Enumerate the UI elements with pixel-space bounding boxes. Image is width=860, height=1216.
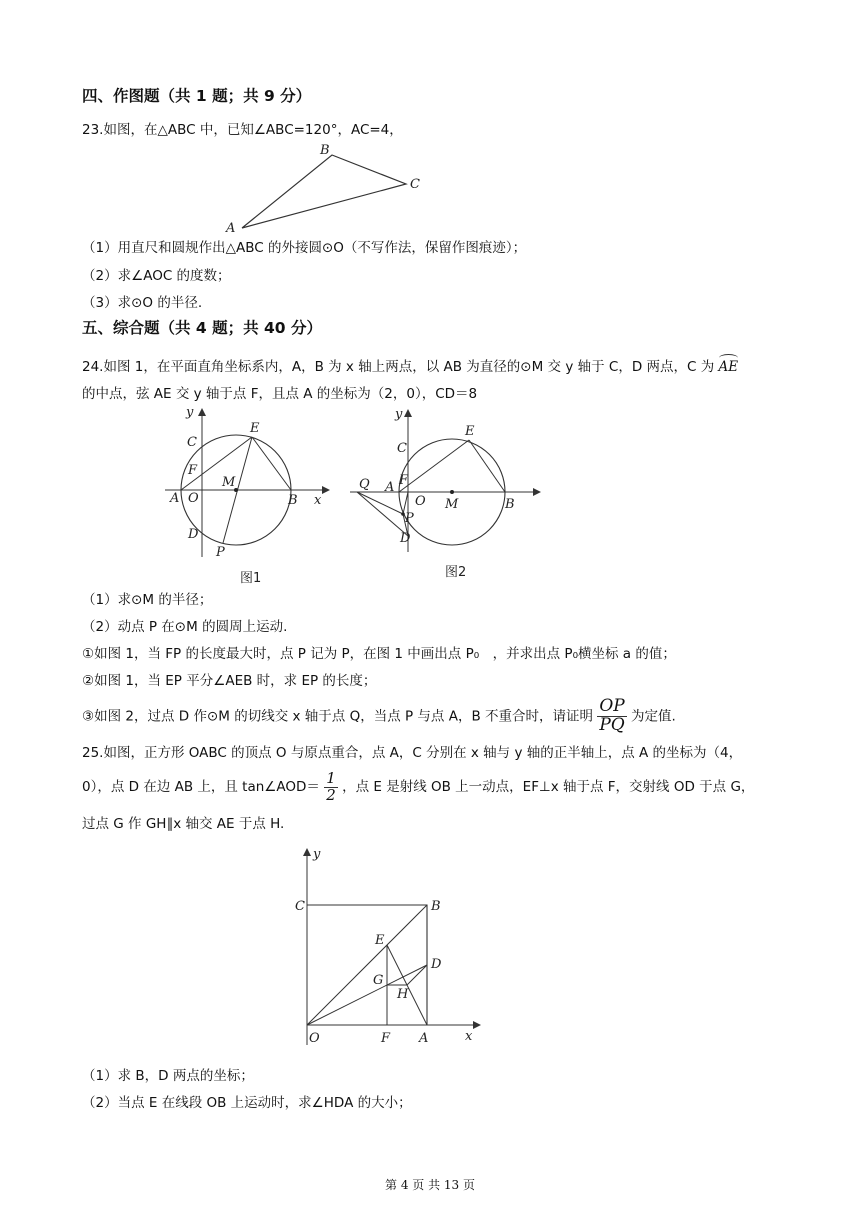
q25-label-h: H [397,987,409,1002]
q23-part2: （2）求∠AOC 的度数； [82,268,231,284]
q25-line3: 过点 G 作 GH∥x 轴交 AE 于点 H. [82,816,285,832]
fig2-label-y: y [395,407,403,422]
q25-part1: （1）求 B，D 两点的坐标； [82,1068,254,1084]
q24-sub3-a: ③如图 2，过点 D 作⊙M 的切线交 x 轴于点 Q，当点 P 与点 A，B 不重合时，请证明 [82,708,594,725]
fig2-label-q: Q [359,477,370,492]
q24-sub3-b: 为定值. [631,708,676,725]
q25-line2-a: 0），点 D 在边 AB 上，且 tan∠AOD＝ [82,779,320,795]
q24-figure-2 [345,402,550,582]
fig2-label-f: F [399,473,409,488]
fig2-label-c: C [397,441,407,456]
fig2-label-a: A [385,480,395,495]
fig2-label-e: E [465,424,475,439]
section-heading-4: 四、作图题（共 1 题；共 9 分） [82,87,312,105]
q24-figure-1 [160,402,340,587]
q23-label-c: C [410,177,420,192]
fig1-label-y: y [186,405,194,420]
fig1-label-b: B [288,493,298,508]
q25-square-figure [285,840,485,1050]
fig1-label-e: E [250,421,260,436]
page-footer: 第 4 页 共 13 页 [385,1178,475,1192]
half-numerator: 1 [326,768,336,787]
fig1-label-p: P [216,545,225,560]
q25-line2-b: ，点 E 是射线 OB 上一动点，EF⊥x 轴于点 F，交射线 OD 于点 G， [342,779,755,795]
q25-part2: （2）当点 E 在线段 OB 上运动时，求∠HDA 的大小； [82,1095,412,1111]
fig1-label-x: x [314,493,322,508]
fig1-label-c: C [187,435,197,450]
q23-label-b: B [320,143,330,158]
fraction-numerator: OP [599,696,625,716]
q25-label-c: C [295,899,305,914]
q25-label-e: E [375,933,385,948]
q23-stem: 23.如图，在△ABC 中，已知∠ABC=120°，AC=4， [82,122,403,138]
q24-stem-a: 24.如图 1，在平面直角坐标系内，A，B 为 x 轴上两点，以 AB 为直径的⊙M 交 y 轴于 C，D 两点，C 为 [82,359,715,375]
fig1-label-o: O [188,491,199,506]
q24-stem-line1 [82,357,738,377]
q25-line1: 25.如图，正方形 OABC 的顶点 O 与原点重合，点 A，C 分别在 x 轴与 y 轴的正半轴上，点 A 的坐标为（4， [82,745,743,761]
fig2-label-o: O [415,494,426,509]
q24-sub2: ②如图 1，当 EP 平分∠AEB 时，求 EP 的长度； [82,673,377,689]
fig1-label-a: A [170,491,180,506]
q23-part1: （1）用直尺和圆规作出△ABC 的外接圆⊙O（不写作法，保留作图痕迹）； [82,240,527,256]
section-heading-5: 五、综合题（共 4 题；共 40 分） [82,319,322,337]
q25-label-y: y [313,847,321,862]
arc-ae-label: AE [718,359,739,375]
q25-label-o: O [309,1031,320,1046]
fig1-label-m: M [222,475,236,490]
q25-label-b: B [431,899,441,914]
q23-part3: （3）求⊙O 的半径. [82,295,203,311]
q25-label-f: F [381,1031,391,1046]
q23-triangle-figure [220,140,430,235]
half-fraction [324,768,338,804]
q24-part1: （1）求⊙M 的半径； [82,592,213,608]
q25-label-x: x [465,1029,473,1044]
half-denominator: 2 [326,785,336,804]
fig2-label-b: B [505,497,515,512]
q23-label-a: A [226,221,236,235]
q24-sub3 [82,698,676,735]
fig1-label-d: D [188,527,199,542]
q24-stem-b: 的中点，弦 AE 交 y 轴于点 F，且点 A 的坐标为（2，0），CD＝8 [82,386,478,402]
fig2-label-m: M [445,497,459,512]
op-over-pq-fraction [597,698,626,735]
fig2-caption: 图2 [445,565,467,580]
q25-label-a: A [419,1031,429,1046]
fig2-label-p: P [405,511,414,526]
q25-label-d: D [431,957,442,972]
q24-part2: （2）动点 P 在⊙M 的圆周上运动. [82,619,288,635]
fig1-caption: 图1 [240,571,262,586]
fraction-denominator: PQ [599,714,625,735]
q25-label-g: G [373,973,384,988]
q25-line2 [82,770,754,804]
fig2-label-d: D [400,531,411,546]
q24-sub1: ①如图 1，当 FP 的长度最大时，点 P 记为 P，在图 1 中画出点 P₀ ，并求出点 P₀横坐标 a 的值； [82,646,676,662]
fig1-label-f: F [188,463,198,478]
